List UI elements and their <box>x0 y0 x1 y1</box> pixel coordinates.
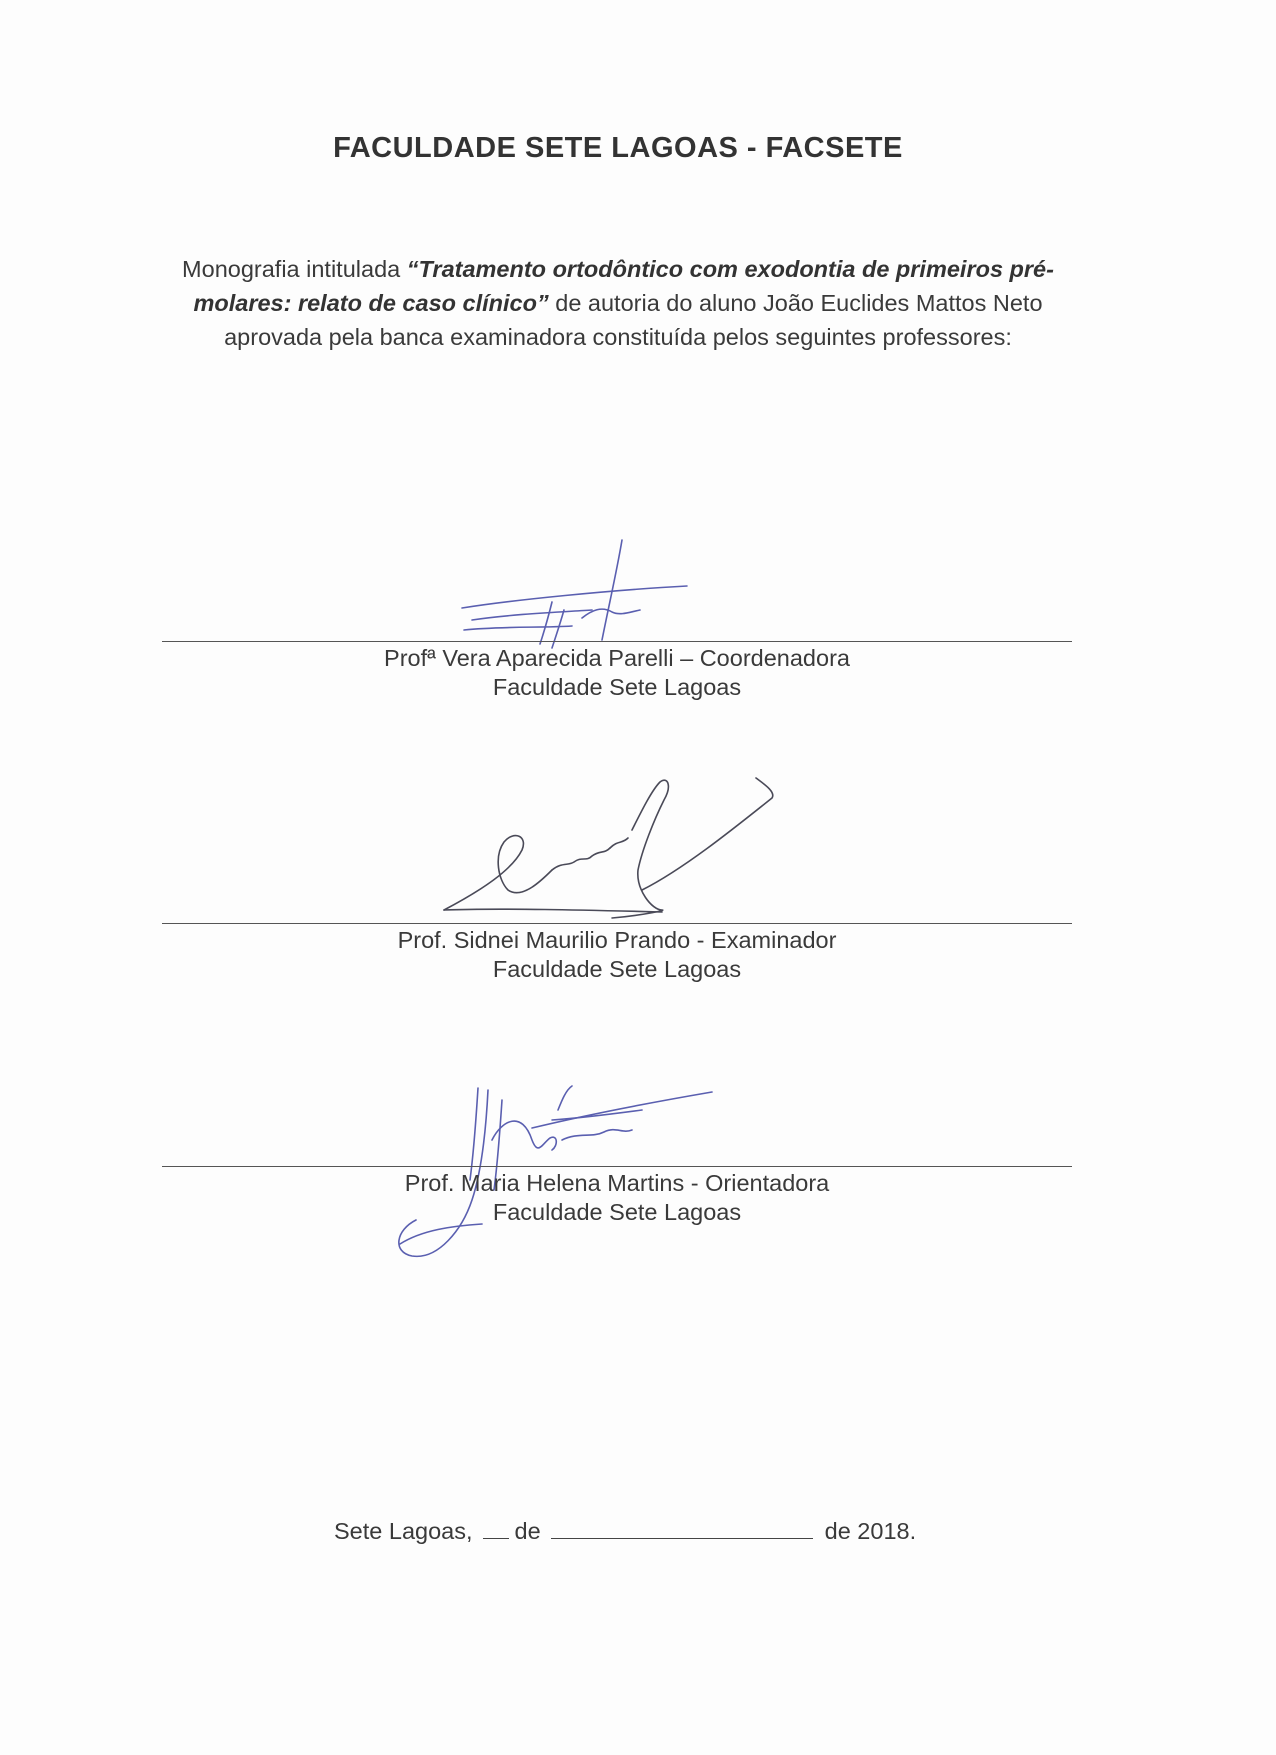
day-blank <box>483 1520 509 1539</box>
statement-rest: de autoria do aluno João Euclides Mattos Neto aprovada pela banca examinadora constituída pelos seguintes professores: <box>224 290 1043 350</box>
date-line <box>334 1518 916 1545</box>
signer-name: Prof. Maria Helena Martins - Orientadora <box>404 1170 830 1196</box>
month-blank <box>551 1520 813 1539</box>
signer-institution: Faculdade Sete Lagoas <box>492 674 742 700</box>
date-place: Sete Lagoas, <box>334 1518 473 1544</box>
signature-block-advisor <box>162 1080 1072 1310</box>
signature-line <box>162 641 1072 642</box>
signer-name: Prof. Sidnei Maurilio Prando - Examinador <box>397 927 837 953</box>
date-year: de 2018. <box>824 1518 917 1544</box>
date-de-1: de <box>514 1518 541 1544</box>
signature-block-examiner <box>162 770 1072 990</box>
signer-institution: Faculdade Sete Lagoas <box>492 1199 742 1225</box>
approval-statement <box>170 252 1066 354</box>
signature-image <box>452 540 692 650</box>
signature-line <box>162 1166 1072 1167</box>
monograph-title: “Tratamento ortodôntico com exodontia de primeiros pré-molares: relato de caso clínico” <box>193 256 1054 316</box>
signature-image <box>442 770 782 940</box>
signature-block-coordinator <box>162 540 1072 710</box>
signature-line <box>162 923 1072 924</box>
signer-institution: Faculdade Sete Lagoas <box>492 956 742 982</box>
signer-name: Profª Vera Aparecida Parelli – Coordenadora <box>384 645 850 671</box>
statement-intro: Monografia intitulada <box>182 256 407 282</box>
institution-title: FACULDADE SETE LAGOAS - FACSETE <box>333 132 903 164</box>
